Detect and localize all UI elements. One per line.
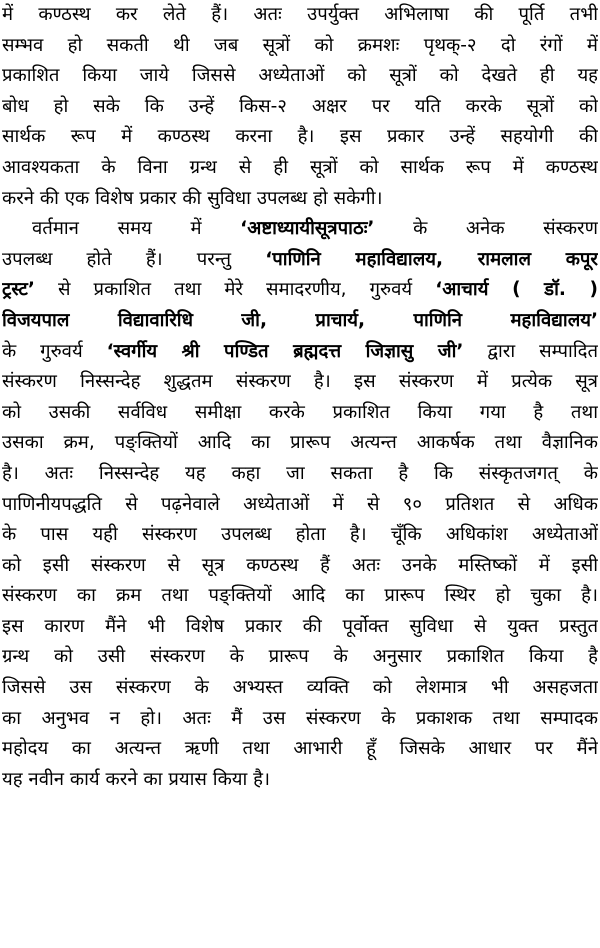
text-line (2, 612, 598, 643)
text-line (2, 551, 598, 582)
text-segment: के अनेक संस्करण (374, 218, 598, 240)
text-line (2, 153, 598, 184)
text-segment: सार्थक रूप में कण्ठस्थ करना है। इस प्रकार उन्हें सहयोगी की (2, 126, 598, 148)
text-segment: उपलब्ध होते हैं। परन्तु (2, 248, 266, 270)
text-line (2, 92, 598, 123)
text-segment: का अनुभव न हो। अतः मैं उस संस्करण के प्रकाशक तथा सम्पादक (2, 707, 598, 729)
text-line (2, 214, 598, 245)
text-segment: महोदय का अत्यन्त ऋणी तथा आभारी हूँ जिसके आधार पर मैंने (2, 738, 598, 760)
text-line (2, 704, 598, 735)
text-line (2, 367, 598, 398)
text-segment: के पास यही संस्करण उपलब्ध होता है। चूँकि अधिकांश अध्येताओं (2, 524, 598, 546)
text-segment: है। अतः निस्सन्देह यह कहा जा सकता है कि संस्कृतजगत् के (2, 462, 598, 484)
bold-text: ट्रस्ट’ (2, 279, 35, 301)
text-segment: से प्रकाशित तथा मेरे समादरणीय, गुरुवर्य (34, 279, 436, 301)
text-segment: करने की एक विशेष प्रकार की सुविधा उपलब्ध हो सकेगी। (2, 187, 383, 209)
text-segment: उसका क्रम, पङ्क्तियों आदि का प्रारूप अत्यन्त आकर्षक तथा वैज्ञानिक (2, 432, 598, 454)
text-line (2, 765, 598, 796)
text-segment: में कण्ठस्थ कर लेते हैं। अतः उपर्युक्त अभिलाषा की पूर्ति तभी (2, 4, 598, 25)
text-segment: प्रकाशित किया जाये जिससे अध्येताओं को सूत्रों को देखते ही यह (2, 65, 598, 87)
bold-text: ‘पाणिनि महाविद्यालय, रामलाल कपूर (265, 248, 598, 270)
text-line (2, 0, 598, 31)
text-line (2, 122, 598, 153)
text-segment: संस्करण का क्रम तथा पङ्क्तियों आदि का प्रारूप स्थिर हो चुका है। (2, 585, 598, 607)
bold-text: ‘आचार्य ( डॉ. ) (435, 279, 598, 301)
paragraph (2, 214, 598, 795)
text-line (2, 245, 598, 276)
text-line (2, 428, 598, 459)
text-segment: जिससे उस संस्करण के अभ्यस्त व्यक्ति को लेशमात्र भी असहजता (2, 677, 598, 699)
text-line (2, 581, 598, 612)
text-segment: के गुरुवर्य (2, 340, 107, 362)
text-segment: वर्तमान समय में (32, 218, 241, 240)
text-line (2, 61, 598, 92)
text-segment: पाणिनीयपद्धति से पढ़नेवाले अध्येताओं में से ९० प्रतिशत से अधिक (2, 493, 598, 515)
text-line (2, 184, 598, 215)
text-line (2, 490, 598, 521)
bold-text: ‘अष्टाध्यायीसूत्रपाठः’ (240, 218, 375, 240)
text-segment: संस्करण निस्सन्देह शुद्धतम संस्करण है। इस संस्करण में प्रत्येक सूत्र (2, 371, 598, 393)
text-line (2, 31, 598, 62)
text-segment: बोध हो सके कि उन्हें किस-२ अक्षर पर यति करके सूत्रों को (2, 95, 598, 117)
text-line (2, 306, 598, 337)
body-text (2, 0, 598, 795)
text-segment: ग्रन्थ को उसी संस्करण के प्रारूप के अनुसार प्रकाशित किया है (2, 646, 598, 668)
text-line (2, 520, 598, 551)
text-segment: द्वारा सम्पादित (463, 340, 598, 362)
paragraph (2, 0, 598, 214)
text-segment: यह नवीन कार्य करने का प्रयास किया है। (2, 768, 271, 790)
text-line (2, 642, 598, 673)
text-segment: आवश्यकता के विना ग्रन्थ से ही सूत्रों को सार्थक रूप में कण्ठस्थ (2, 156, 598, 178)
text-segment: को उसकी सर्वविध समीक्षा करके प्रकाशित किया गया है तथा (2, 401, 598, 423)
text-segment: को इसी संस्करण से सूत्र कण्ठस्थ हैं अतः उनके मस्तिष्कों में इसी (2, 554, 598, 576)
text-line (2, 673, 598, 704)
text-segment: सम्भव हो सकती थी जब सूत्रों को क्रमशः पृथक्-२ दो रंगों में (2, 34, 598, 56)
text-line (2, 459, 598, 490)
bold-text: विजयपाल विद्यावारिधि जी, प्राचार्य, पाणिनि महाविद्यालय’ (2, 309, 598, 331)
bold-text: ‘स्वर्गीय श्री पण्डित ब्रह्मदत्त जिज्ञासु जी’ (106, 340, 464, 362)
text-line (2, 734, 598, 765)
text-line (2, 275, 598, 306)
text-line (2, 337, 598, 368)
text-segment: इस कारण मैंने भी विशेष प्रकार की पूर्वोक्त सुविधा से युक्त प्रस्तुत (2, 615, 598, 637)
text-line (2, 398, 598, 429)
